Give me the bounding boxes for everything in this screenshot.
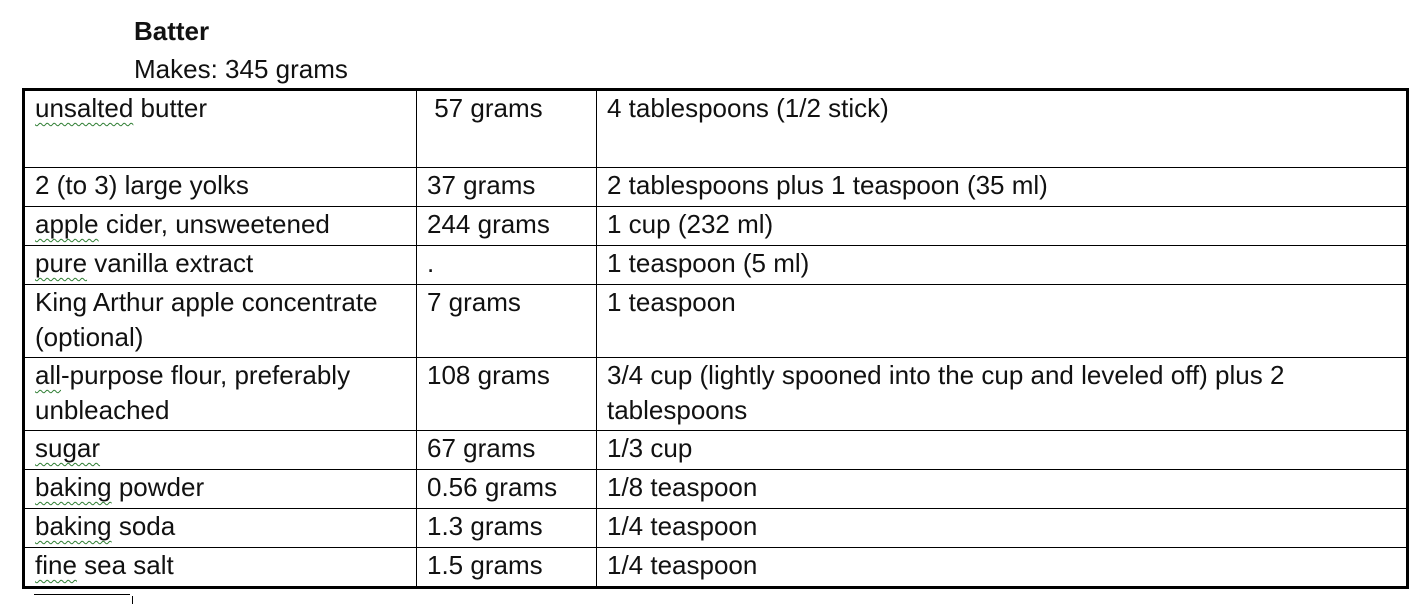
table-row [24,246,1408,285]
grams-cell[interactable]: 37 grams [417,168,597,207]
ingredient-text: powder [111,472,205,502]
measure-cell[interactable]: 1/4 teaspoon [597,548,1408,588]
grams-cell[interactable]: 1.5 grams [417,548,597,588]
measure-cell[interactable]: 1/8 teaspoon [597,470,1408,509]
ingredient-cell[interactable] [24,285,417,358]
measure-cell[interactable]: 3/4 cup (lightly spooned into the cup and leveled off) plus 2 tablespoons [597,358,1408,431]
grams-cell[interactable]: 67 grams [417,431,597,470]
grams-cell[interactable]: 7 grams [417,285,597,358]
table-row [24,285,1408,358]
ingredient-cell[interactable] [24,168,417,207]
table-row [24,431,1408,470]
ingredient-cell[interactable] [24,431,417,470]
ingredient-text: 2 (to 3) large yolks [35,170,249,200]
spellcheck-word: fine [35,550,77,580]
measure-cell[interactable]: 1 cup (232 ml) [597,207,1408,246]
text-cursor [132,596,133,604]
spellcheck-word: all [35,360,62,390]
spellcheck-word: apple [35,209,99,239]
ingredient-cell[interactable] [24,358,417,431]
ingredient-cell[interactable] [24,246,417,285]
ingredient-text: -purpose flour, preferably unbleached [35,360,351,425]
ingredient-text: butter [133,93,208,123]
grams-cell[interactable]: 57 grams [417,90,597,168]
grams-cell[interactable]: 244 grams [417,207,597,246]
ingredient-text: soda [111,511,176,541]
ingredient-text: King Arthur apple concentrate (optional) [35,287,378,352]
measure-cell[interactable]: 2 tablespoons plus 1 teaspoon (35 ml) [597,168,1408,207]
ingredient-cell[interactable] [24,509,417,548]
ingredient-cell[interactable] [24,548,417,588]
table-row [24,207,1408,246]
ingredient-cell[interactable] [24,470,417,509]
grams-cell[interactable]: . [417,246,597,285]
yield-text: Makes: 345 grams [134,54,348,84]
measure-cell[interactable]: 1 teaspoon (5 ml) [597,246,1408,285]
ingredient-text: sea salt [76,550,174,580]
divider [34,594,130,595]
table-row [24,90,1408,168]
measure-cell[interactable]: 1/4 teaspoon [597,509,1408,548]
table-row [24,358,1408,431]
measure-cell[interactable]: 1 teaspoon [597,285,1408,358]
spellcheck-word: baking [35,472,112,502]
section-heading: Batter [134,16,210,46]
grams-cell[interactable]: 0.56 grams [417,470,597,509]
grams-cell[interactable]: 108 grams [417,358,597,431]
table-row [24,168,1408,207]
ingredient-cell[interactable] [24,90,417,168]
spellcheck-word: sugar [35,433,101,463]
table-row [24,470,1408,509]
measure-cell[interactable]: 1/3 cup [597,431,1408,470]
grams-cell[interactable]: 1.3 grams [417,509,597,548]
spellcheck-word: unsalted [35,93,134,123]
table-row [24,548,1408,588]
spellcheck-word: pure [35,248,88,278]
ingredients-table [22,88,1409,589]
measure-cell[interactable]: 4 tablespoons (1/2 stick) [597,90,1408,168]
table-row [24,509,1408,548]
ingredient-cell[interactable] [24,207,417,246]
ingredient-text: vanilla extract [87,248,254,278]
ingredient-text: cider, unsweetened [98,209,330,239]
spellcheck-word: baking [35,511,112,541]
